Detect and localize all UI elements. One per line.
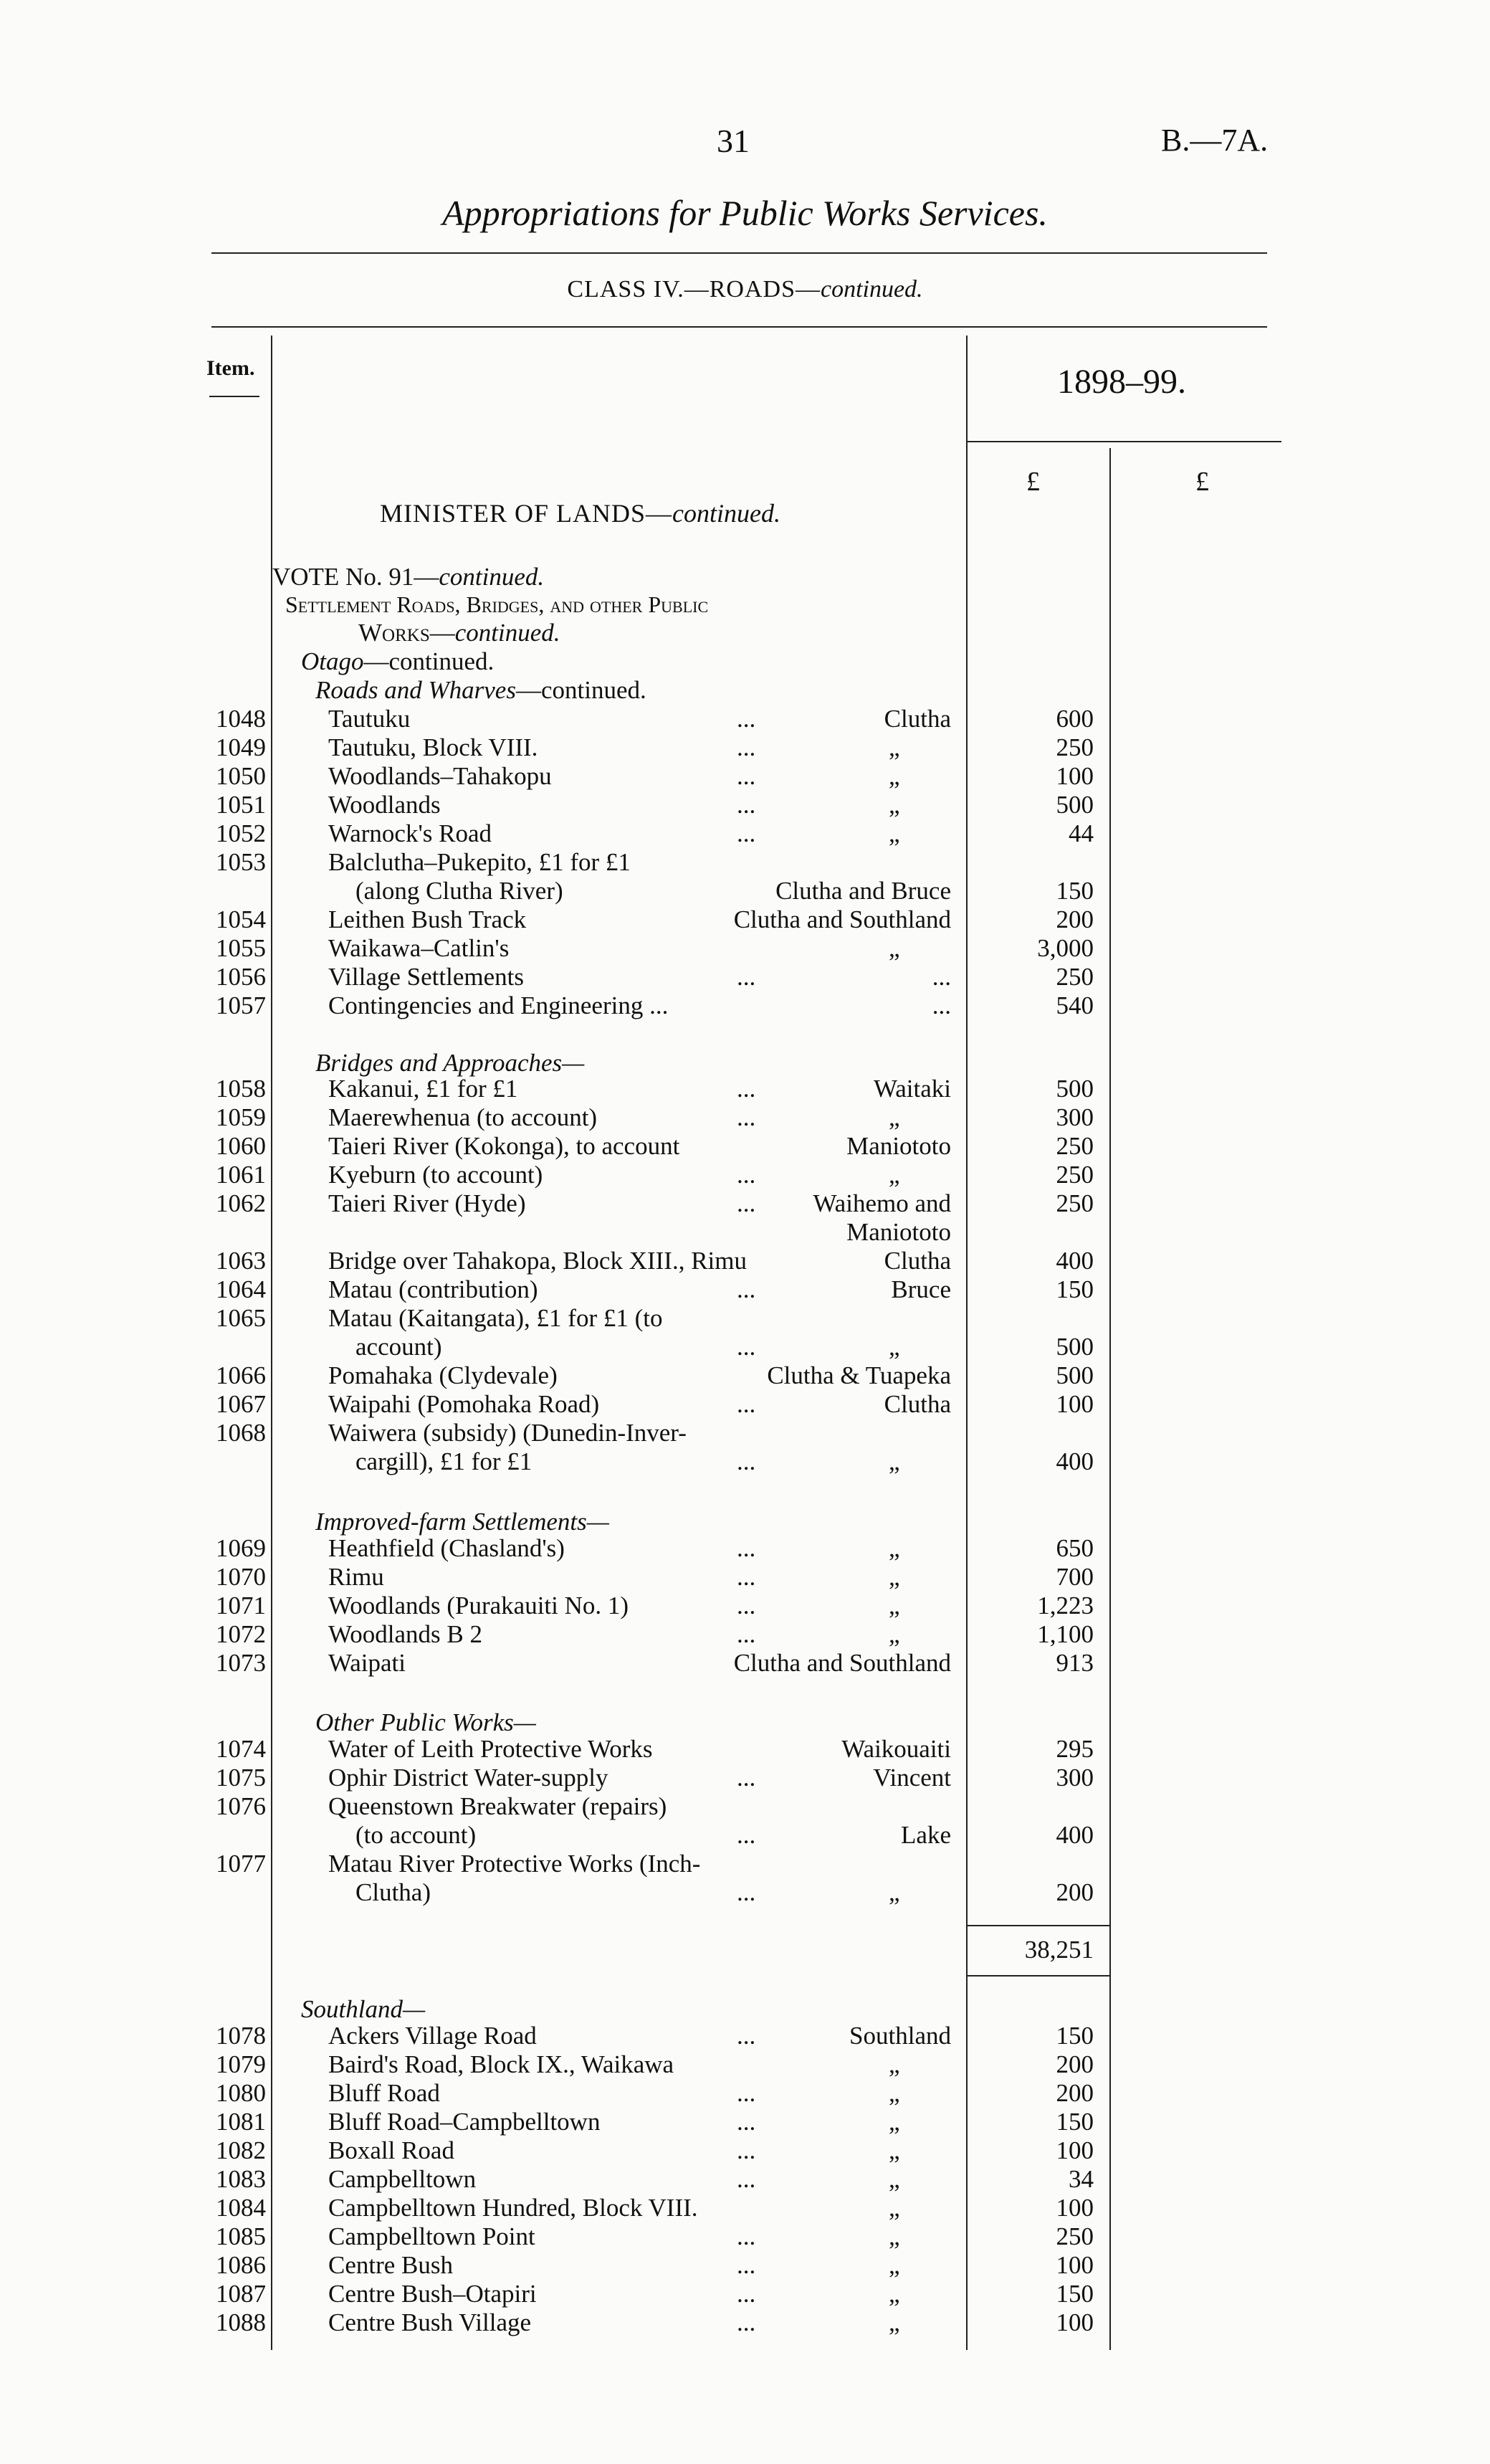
- leader-dots: ...: [737, 705, 756, 733]
- table-row: [0, 2050, 1490, 2079]
- item-description: Warnock's Road: [328, 819, 492, 847]
- district: „: [889, 1534, 900, 1562]
- district: „: [889, 791, 900, 819]
- item-description: cargill), £1 for £1: [355, 1447, 533, 1475]
- document-reference: B.—7A.: [1161, 123, 1269, 158]
- item-description: Woodlands–Tahakopu: [328, 762, 552, 790]
- amount: 400: [1056, 1821, 1094, 1849]
- item-description: Matau River Protective Works (Inch-: [328, 1850, 701, 1878]
- item-description: Waikawa–Catlin's: [328, 934, 510, 962]
- district: Waitaki: [874, 1075, 951, 1103]
- item-number: 1065: [216, 1304, 266, 1332]
- item-description: Maerewhenua (to account): [328, 1103, 598, 1131]
- table-row: [0, 762, 1490, 791]
- table-row: [0, 1189, 1490, 1218]
- district: Bruce: [891, 1275, 951, 1303]
- leader-dots: ...: [737, 2251, 756, 2279]
- leader-dots: ...: [737, 2308, 756, 2336]
- leader-dots: ...: [737, 1103, 756, 1131]
- table-row: [0, 877, 1490, 905]
- table-row: [0, 2280, 1490, 2308]
- district: „: [889, 2136, 900, 2164]
- district: Clutha: [884, 705, 951, 733]
- item-number: 1069: [216, 1534, 266, 1562]
- item-number: 1062: [216, 1189, 266, 1217]
- amount: 300: [1056, 1764, 1094, 1792]
- amount: 250: [1056, 1132, 1094, 1160]
- year-header-rule: [966, 441, 1281, 442]
- item-description: Baird's Road, Block IX., Waikawa: [328, 2050, 674, 2078]
- amount: 400: [1056, 1447, 1094, 1475]
- item-number: 1066: [216, 1361, 266, 1389]
- table-row: [0, 1304, 1490, 1333]
- item-description: Matau (Kaitangata), £1 for £1 (to: [328, 1304, 663, 1332]
- item-description: Rimu: [328, 1563, 384, 1591]
- table-row: [0, 1103, 1490, 1132]
- district: ...: [932, 963, 951, 991]
- district: „: [889, 1620, 900, 1648]
- amount: 200: [1056, 1878, 1094, 1906]
- item-description: Waipahi (Pomohaka Road): [328, 1390, 600, 1418]
- district: „: [889, 1103, 900, 1131]
- item-description: Waiwera (subsidy) (Dunedin-Inver-: [328, 1419, 687, 1447]
- table-row: [0, 1878, 1490, 1907]
- item-number: 1063: [216, 1247, 266, 1275]
- district: „: [889, 2079, 900, 2107]
- table-row: [0, 1592, 1490, 1620]
- other-works-heading: Other Public Works—: [315, 1708, 536, 1736]
- item-description: Heathfield (Chasland's): [328, 1534, 565, 1562]
- amount: 400: [1056, 1247, 1094, 1275]
- item-number: 1054: [216, 905, 266, 933]
- table-row: [0, 2136, 1490, 2165]
- item-number: 1074: [216, 1735, 266, 1763]
- table-row: [0, 1850, 1490, 1878]
- table-row: [0, 934, 1490, 963]
- table-row: [0, 791, 1490, 819]
- amount: 500: [1056, 791, 1094, 819]
- item-number: 1061: [216, 1161, 266, 1189]
- item-number: 1085: [216, 2222, 266, 2250]
- leader-dots: ...: [737, 2280, 756, 2308]
- item-description: Campbelltown Point: [328, 2222, 535, 2250]
- district: Vincent: [873, 1764, 951, 1792]
- amount: 913: [1056, 1649, 1094, 1677]
- district: „: [889, 2194, 900, 2222]
- class-heading: CLASS IV.—ROADS—continued.: [567, 276, 923, 303]
- district: „: [889, 1563, 900, 1591]
- table-row: [0, 1534, 1490, 1563]
- table-row: [0, 2308, 1490, 2337]
- item-description: Contingencies and Engineering ...: [328, 991, 669, 1019]
- item-number: 1071: [216, 1592, 266, 1619]
- table-row: [0, 2222, 1490, 2251]
- amount: 100: [1056, 2194, 1094, 2222]
- item-number: 1059: [216, 1103, 266, 1131]
- amount: 600: [1056, 705, 1094, 733]
- item-description: (along Clutha River): [355, 877, 563, 905]
- farm-settlements-heading: Improved-farm Settlements—: [315, 1508, 609, 1536]
- amount: 700: [1056, 1563, 1094, 1591]
- item-description: (to account): [355, 1821, 477, 1849]
- leader-dots: ...: [737, 733, 756, 761]
- item-description: Queenstown Breakwater (repairs): [328, 1792, 667, 1820]
- table-row: [0, 1361, 1490, 1390]
- amount: 500: [1056, 1075, 1094, 1103]
- item-description: Bluff Road–Campbelltown: [328, 2108, 601, 2136]
- amount: 500: [1056, 1361, 1094, 1389]
- item-number: 1058: [216, 1075, 266, 1103]
- item-number: 1060: [216, 1132, 266, 1160]
- table-row: [0, 2079, 1490, 2108]
- amount: 200: [1056, 2079, 1094, 2107]
- district: „: [889, 733, 900, 761]
- item-number: 1064: [216, 1275, 266, 1303]
- item-description: Bluff Road: [328, 2079, 440, 2107]
- district: ...: [932, 991, 951, 1019]
- amount: 540: [1056, 991, 1094, 1019]
- amount: 150: [1056, 1275, 1094, 1303]
- amount: 200: [1056, 905, 1094, 933]
- table-row: [0, 1792, 1490, 1821]
- leader-dots: ...: [737, 2022, 756, 2050]
- item-description: Tautuku: [328, 705, 411, 733]
- item-column-header: Item.: [206, 356, 255, 380]
- item-description: Kakanui, £1 for £1: [328, 1075, 518, 1103]
- class-rule: [211, 326, 1267, 328]
- table-row: [0, 1075, 1490, 1103]
- table-row: [0, 1649, 1490, 1678]
- district: „: [889, 2222, 900, 2250]
- table-row: [0, 1563, 1490, 1592]
- amount: 295: [1056, 1735, 1094, 1763]
- amount: 150: [1056, 2022, 1094, 2050]
- table-row: [0, 1419, 1490, 1447]
- table-row: [0, 1620, 1490, 1649]
- item-number: 1067: [216, 1390, 266, 1418]
- district: „: [889, 2108, 900, 2136]
- leader-dots: ...: [737, 2165, 756, 2193]
- leader-dots: ...: [737, 819, 756, 847]
- amount: 100: [1056, 2308, 1094, 2336]
- amount: 300: [1056, 1103, 1094, 1131]
- table-row: [0, 1821, 1490, 1850]
- settlement-heading-line1: Settlement Roads, Bridges, and other Public: [285, 591, 709, 617]
- amount: 1,100: [1037, 1620, 1094, 1648]
- pound-sign-right: £: [1195, 467, 1209, 497]
- leader-dots: ...: [737, 762, 756, 790]
- table-row: [0, 2194, 1490, 2222]
- table-row: [0, 905, 1490, 934]
- item-number: 1070: [216, 1563, 266, 1591]
- district: Clutha & Tuapeka: [767, 1361, 951, 1389]
- southland-heading: Southland—: [301, 1995, 426, 2023]
- table-row: [0, 991, 1490, 1020]
- item-number: 1057: [216, 991, 266, 1019]
- amount: 100: [1056, 2136, 1094, 2164]
- leader-dots: ...: [737, 1821, 756, 1849]
- minister-heading: MINISTER OF LANDS—continued.: [380, 499, 780, 528]
- amount: 3,000: [1037, 934, 1094, 962]
- district: Clutha: [884, 1390, 951, 1418]
- leader-dots: ...: [737, 963, 756, 991]
- leader-dots: ...: [737, 1764, 756, 1792]
- table-row: [0, 1735, 1490, 1764]
- table-row: [0, 2165, 1490, 2194]
- table-row: [0, 1247, 1490, 1275]
- district: „: [889, 2280, 900, 2308]
- table-row: [0, 1161, 1490, 1189]
- leader-dots: ...: [737, 2079, 756, 2107]
- table-row: [0, 1132, 1490, 1161]
- subtotal-amount: 38,251: [1024, 1936, 1094, 1964]
- amount: 250: [1056, 963, 1094, 991]
- item-description: Centre Bush Village: [328, 2308, 532, 2336]
- leader-dots: ...: [737, 791, 756, 819]
- item-number: 1072: [216, 1620, 266, 1648]
- item-description: Taieri River (Kokonga), to account: [328, 1132, 680, 1160]
- district: Waihemo and: [813, 1189, 951, 1217]
- item-description: Leithen Bush Track: [328, 905, 527, 933]
- amount: 100: [1056, 2251, 1094, 2279]
- district: „: [889, 2165, 900, 2193]
- item-description: Water of Leith Protective Works: [328, 1735, 653, 1763]
- leader-dots: ...: [737, 1620, 756, 1648]
- amount: 150: [1056, 2108, 1094, 2136]
- item-number: 1084: [216, 2194, 266, 2222]
- total-top-rule: [966, 1925, 1109, 1926]
- item-number: 1052: [216, 819, 266, 847]
- leader-dots: ...: [737, 1592, 756, 1619]
- pound-sign-left: £: [1026, 467, 1040, 497]
- item-number: 1068: [216, 1419, 266, 1447]
- amount: 500: [1056, 1333, 1094, 1361]
- item-number: 1082: [216, 2136, 266, 2164]
- district: „: [889, 934, 900, 962]
- item-description: Campbelltown: [328, 2165, 477, 2193]
- leader-dots: ...: [737, 1189, 756, 1217]
- amount: 250: [1056, 733, 1094, 761]
- district: „: [889, 2308, 900, 2336]
- item-description: Waipati: [328, 1649, 406, 1677]
- item-description: Kyeburn (to account): [328, 1161, 543, 1189]
- table-row: [0, 2251, 1490, 2280]
- item-description: Woodlands: [328, 791, 441, 819]
- bridges-heading: Bridges and Approaches—: [315, 1049, 585, 1077]
- table-row: [0, 848, 1490, 877]
- item-description: Matau (contribution): [328, 1275, 538, 1303]
- item-number: 1056: [216, 963, 266, 991]
- item-number: 1077: [216, 1850, 266, 1878]
- item-description: Centre Bush: [328, 2251, 454, 2279]
- district: Maniototo: [846, 1132, 951, 1160]
- table-row: [0, 819, 1490, 848]
- item-number: 1079: [216, 2050, 266, 2078]
- leader-dots: ...: [737, 2108, 756, 2136]
- item-number: 1048: [216, 705, 266, 733]
- table-row: [0, 1333, 1490, 1361]
- item-description: Woodlands (Purakauiti No. 1): [328, 1592, 629, 1619]
- item-description: Ackers Village Road: [328, 2022, 537, 2050]
- district: „: [889, 1447, 900, 1475]
- otago-heading: Otago—continued.: [301, 647, 495, 675]
- item-description: Boxall Road: [328, 2136, 454, 2164]
- item-number: 1075: [216, 1764, 266, 1792]
- district: „: [889, 1161, 900, 1189]
- leader-dots: ...: [737, 1275, 756, 1303]
- leader-dots: ...: [737, 2136, 756, 2164]
- district: Clutha and Southland: [733, 905, 951, 933]
- item-number: 1087: [216, 2280, 266, 2308]
- item-number: 1049: [216, 733, 266, 761]
- table-row: [0, 963, 1490, 991]
- item-description: account): [355, 1333, 442, 1361]
- district: Maniototo: [846, 1218, 951, 1246]
- leader-dots: ...: [737, 1534, 756, 1562]
- amount: 44: [1069, 819, 1094, 847]
- district: „: [889, 2050, 900, 2078]
- amount: 100: [1056, 762, 1094, 790]
- title-rule: [211, 252, 1267, 254]
- amount: 250: [1056, 1161, 1094, 1189]
- amount: 650: [1056, 1534, 1094, 1562]
- table-row: [0, 1275, 1490, 1304]
- table-row: [0, 705, 1490, 733]
- amount: 100: [1056, 1390, 1094, 1418]
- district: Clutha and Bruce: [775, 877, 951, 905]
- item-description: Balclutha–Pukepito, £1 for £1: [328, 848, 631, 876]
- page-title: Appropriations for Public Works Services.: [442, 193, 1048, 233]
- roads-wharves-heading: Roads and Wharves—continued.: [315, 676, 646, 704]
- amount: 150: [1056, 877, 1094, 905]
- leader-dots: ...: [737, 1390, 756, 1418]
- district: Clutha: [884, 1247, 951, 1275]
- district: Clutha and Southland: [733, 1649, 951, 1677]
- table-row: [0, 2108, 1490, 2136]
- leader-dots: ...: [737, 1161, 756, 1189]
- item-number: 1078: [216, 2022, 266, 2050]
- amount: 250: [1056, 1189, 1094, 1217]
- leader-dots: ...: [737, 1333, 756, 1361]
- table-row: [0, 733, 1490, 762]
- table-row: [0, 1390, 1490, 1419]
- amount: 34: [1069, 2165, 1094, 2193]
- item-header-rule: [209, 396, 259, 397]
- amount: 200: [1056, 2050, 1094, 2078]
- district: „: [889, 1592, 900, 1619]
- district: Waikouaiti: [841, 1735, 951, 1763]
- item-number: 1086: [216, 2251, 266, 2279]
- item-number: 1055: [216, 934, 266, 962]
- item-description: Village Settlements: [328, 963, 524, 991]
- item-description: Taieri River (Hyde): [328, 1189, 526, 1217]
- item-description: Centre Bush–Otapiri: [328, 2280, 537, 2308]
- item-number: 1073: [216, 1649, 266, 1677]
- table-row: [0, 2022, 1490, 2050]
- item-description: Woodlands B 2: [328, 1620, 482, 1648]
- total-bottom-rule: [966, 1975, 1109, 1977]
- leader-dots: ...: [737, 1075, 756, 1103]
- item-number: 1050: [216, 762, 266, 790]
- item-number: 1080: [216, 2079, 266, 2107]
- district: „: [889, 1878, 900, 1906]
- item-description: Bridge over Tahakopa, Block XIII., Rimu: [328, 1247, 747, 1275]
- item-description: Ophir District Water-supply: [328, 1764, 608, 1792]
- item-number: 1083: [216, 2165, 266, 2193]
- item-number: 1051: [216, 791, 266, 819]
- amount: 1,223: [1037, 1592, 1094, 1619]
- district: „: [889, 762, 900, 790]
- table-row: [0, 1218, 1490, 1247]
- district: „: [889, 1333, 900, 1361]
- vote-heading: VOTE No. 91—continued.: [272, 563, 545, 591]
- item-number: 1088: [216, 2308, 266, 2336]
- item-description: Pomahaka (Clydevale): [328, 1361, 558, 1389]
- district: Southland: [849, 2022, 951, 2050]
- settlement-heading-line2: Works—continued.: [358, 619, 560, 647]
- item-number: 1081: [216, 2108, 266, 2136]
- item-description: Clutha): [355, 1878, 431, 1906]
- item-number: 1076: [216, 1792, 266, 1820]
- table-row: [0, 1447, 1490, 1476]
- leader-dots: ...: [737, 1447, 756, 1475]
- leader-dots: ...: [737, 1563, 756, 1591]
- year-column-header: 1898–99.: [1057, 363, 1186, 401]
- amount: 150: [1056, 2280, 1094, 2308]
- district: „: [889, 819, 900, 847]
- item-number: 1053: [216, 848, 266, 876]
- item-description: Campbelltown Hundred, Block VIII.: [328, 2194, 698, 2222]
- amount: 250: [1056, 2222, 1094, 2250]
- district: „: [889, 2251, 900, 2279]
- item-description: Tautuku, Block VIII.: [328, 733, 538, 761]
- district: Lake: [901, 1821, 951, 1849]
- page-number: 31: [717, 123, 750, 159]
- table-row: [0, 1764, 1490, 1792]
- leader-dots: ...: [737, 1878, 756, 1906]
- leader-dots: ...: [737, 2222, 756, 2250]
